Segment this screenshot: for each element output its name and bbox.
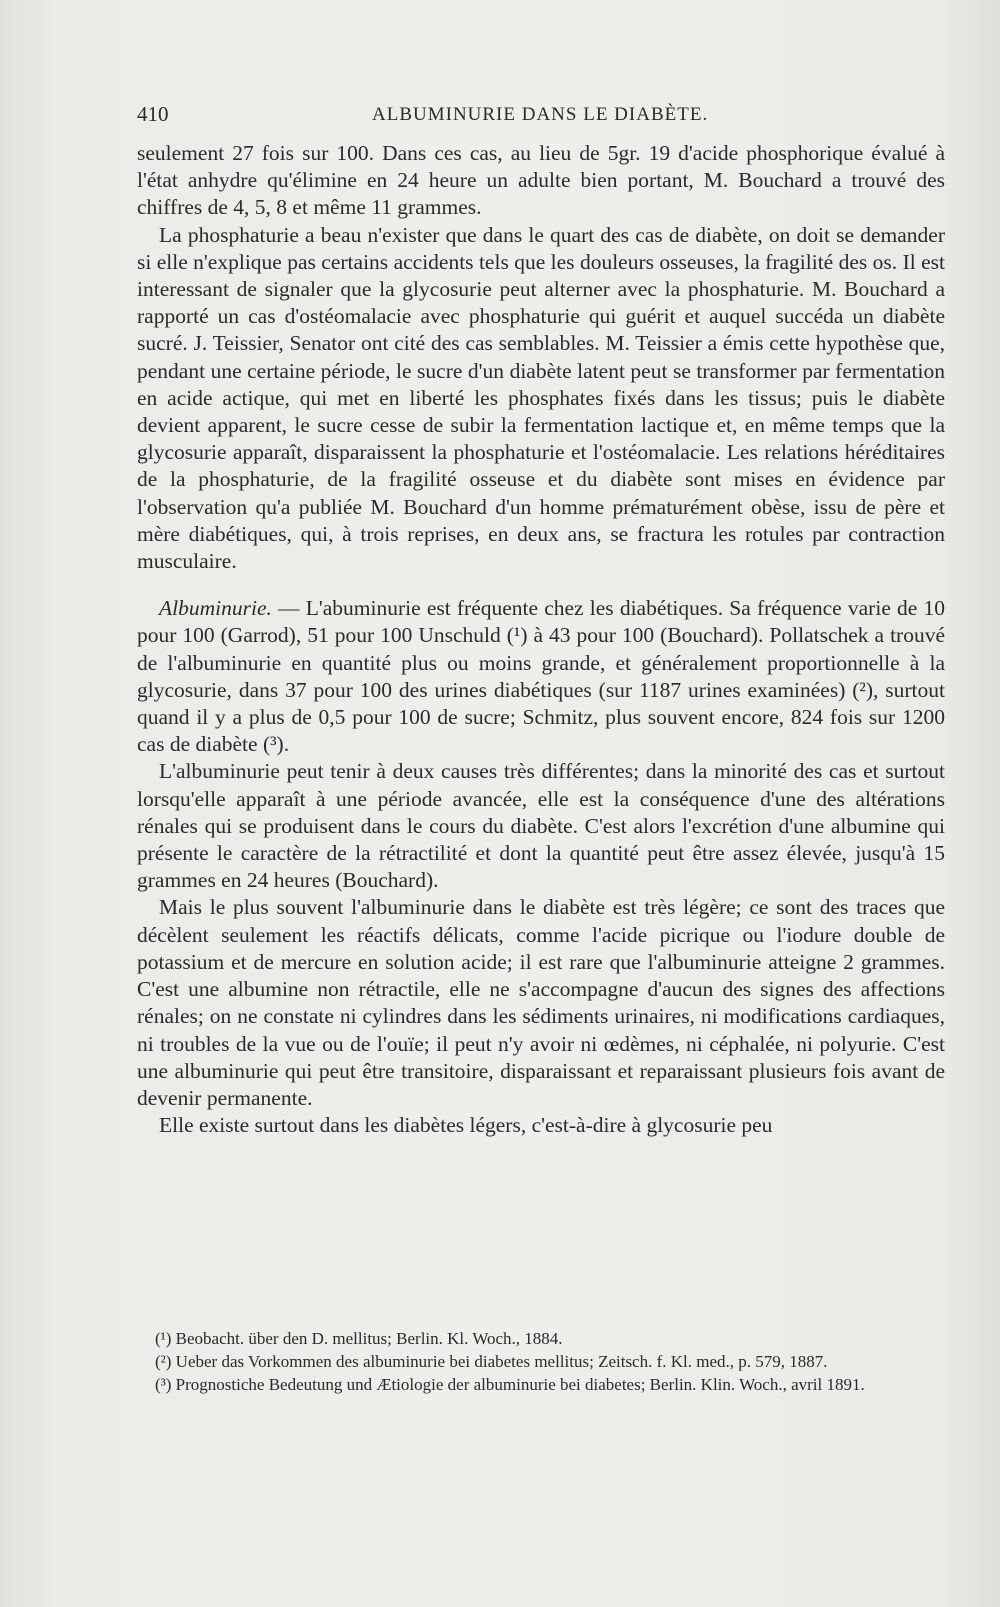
- paragraph-legere: Mais le plus souvent l'albuminurie dans le diabète est très légère; ce sont des traces que décèlent seulement les réactifs délicats, comme l'acide picrique ou l'iodure double de potassium et de mercure en solution acide; il est rare que l'albuminurie atteigne 2 grammes. C'est une albumine non rétractile, elle ne s'accompagne d'aucun des signes des affections rénales; on ne constate ni cylindres dans les sédiments urinaires, ni modifications cardiaques, ni troubles de la vue ou de l'ouïe; il peut n'y avoir ni œdèmes, ni céphalée, ni polyurie. C'est une albuminurie qui peut être transitoire, disparaissant et reparaissant plusieurs fois avant de devenir permanente.: [137, 895, 945, 1110]
- section-heading-albuminurie: Albuminurie.: [159, 596, 272, 621]
- footnote-2: (²) Ueber das Vorkommen des albuminurie bei diabetes mellitus; Zeitsch. f. Kl. med., p. 579, 1887.: [155, 1352, 828, 1371]
- paragraph-diabetes-legers: Elle existe surtout dans les diabètes légers, c'est-à-dire à glycosurie peu: [159, 1113, 773, 1138]
- footnote-3: (³) Prognostiche Bedeutung und Ætiologie der albuminurie bei diabetes; Berlin. Klin. Woch., avril 1891.: [155, 1375, 865, 1394]
- footnotes: [137, 1328, 945, 1397]
- paragraph-albuminurie-text: — L'abuminurie est fréquente chez les diabétiques. Sa fréquence varie de 10 pour 100 (Garrod), 51 pour 100 Unschuld (¹) à 43 pour 100 (Bouchard). Pollatschek a trouvé de l'albuminurie en quantité plus ou moins grande, et généralement proportionnelle à la glycosurie, dans 37 pour 100 des urines diabétiques (sur 1187 urines examinées) (²), surtout quand il y a plus de 0,5 pour 100 de sucre; Schmitz, plus souvent encore, 824 fois sur 1200 cas de diabète (³).: [137, 596, 945, 757]
- paragraph-continuation: seulement 27 fois sur 100. Dans ces cas, au lieu de 5gr. 19 d'acide phosphorique évalué à l'état anhydre qu'élimine en 24 heure un adulte bien portant, M. Bouchard a trouvé des chiffres de 4, 5, 8 et même 11 grammes.: [137, 141, 945, 220]
- page-header: [137, 102, 937, 132]
- running-title: ALBUMINURIE DANS LE DIABÈTE.: [372, 104, 709, 125]
- page-number: 410: [137, 102, 169, 126]
- paragraph-causes: L'albuminurie peut tenir à deux causes très différentes; dans la minorité des cas et surtout lorsqu'elle apparaît à une période avancée, elle est la conséquence d'une des altérations rénales qui se produisent dans le cours du diabète. C'est alors l'excrétion d'une albumine qui présente le caractère de la rétractilité et dont la quantité peut être assez élevée, jusqu'à 15 grammes en 24 heures (Bouchard).: [137, 759, 945, 893]
- paragraph-albuminurie: [137, 595, 945, 758]
- footnote-1: (¹) Beobacht. über den D. mellitus; Berlin. Kl. Woch., 1884.: [155, 1329, 563, 1348]
- paragraph-phosphaturie: La phosphaturie a beau n'exister que dans le quart des cas de diabète, on doit se demander si elle n'explique pas certains accidents tels que les douleurs osseuses, la fragilité des os. Il est interessant de signaler que la glycosurie peut alterner avec la phosphaturie. M. Bouchard a rapporté un cas d'ostéomalacie avec phosphaturie qui guérit et auquel succéda un diabète sucré. J. Teissier, Senator ont cité des cas semblables. M. Teissier a émis cette hypothèse que, pendant une certaine période, le sucre d'un diabète latent peut se transformer par fermentation en acide actique, qui met en liberté les phosphates fixés dans les tissus; puis le diabète devient apparent, le sucre cesse de subir la fermentation lactique et, en même temps que la glycosurie apparaît, disparaissent la phosphaturie et l'ostéomalacie. Les relations héréditaires de la phosphaturie, de la fragilité osseuse et du diabète sont mises en évidence par l'observation qu'a publiée M. Bouchard d'un homme prématurément obèse, issu de père et mère diabétiques, qui, à trois reprises, en deux ans, se fractura les rotules par contraction musculaire.: [137, 222, 945, 574]
- body-text: [137, 140, 945, 1139]
